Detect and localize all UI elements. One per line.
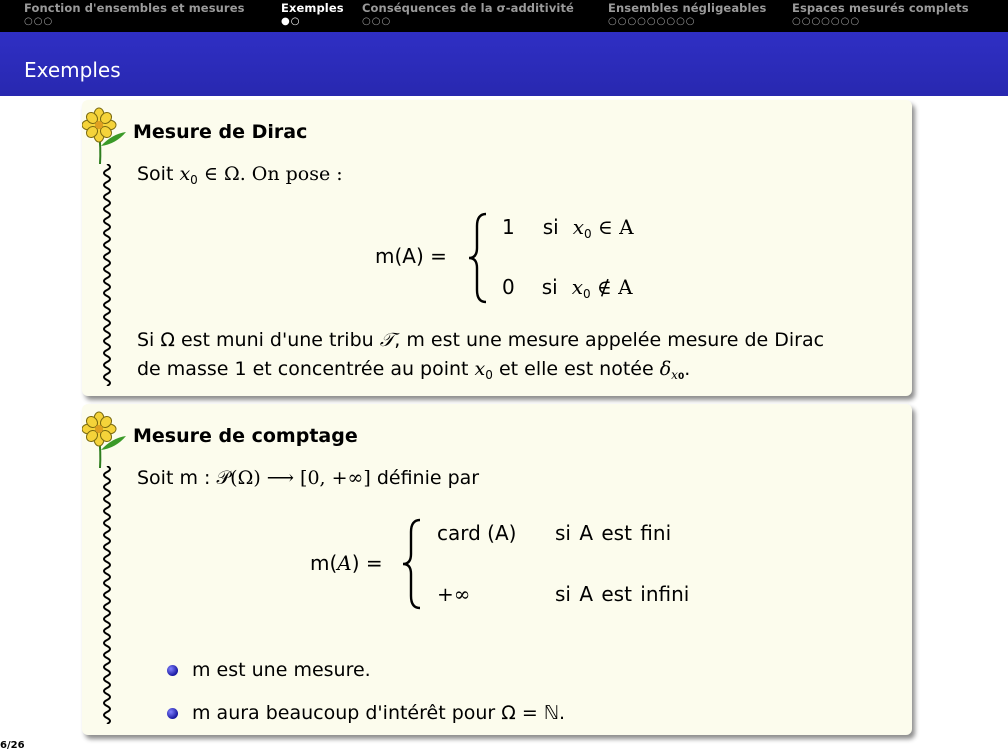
dirac-line1-a: Si Ω est muni d'une tribu bbox=[137, 329, 380, 351]
comptage-title: Mesure de comptage bbox=[133, 425, 358, 447]
dirac-line-1 bbox=[137, 326, 824, 355]
math-x: x bbox=[474, 358, 486, 380]
lhs-m: m( bbox=[310, 551, 338, 575]
comptage-intro-b: définie par bbox=[370, 467, 480, 489]
comptage-bullet-1: m est une mesure. bbox=[192, 659, 371, 681]
comptage-case-1-value: card (A) bbox=[437, 521, 517, 545]
dirac-title: Mesure de Dirac bbox=[133, 121, 308, 143]
dirac-intro bbox=[137, 160, 343, 195]
frame-title: Exemples bbox=[24, 58, 121, 82]
nav-section-dots[interactable]: ○○○ bbox=[24, 16, 54, 27]
vine-decoration bbox=[100, 466, 114, 724]
nav-section-exemples[interactable] bbox=[281, 2, 344, 28]
nav-section-label: Conséquences de la σ-additivité bbox=[362, 1, 574, 15]
comptage-lhs bbox=[310, 551, 383, 575]
nav-section-complets[interactable] bbox=[792, 2, 969, 28]
section-navigation bbox=[0, 0, 1008, 32]
nav-section-dots[interactable]: ○○○ bbox=[362, 16, 392, 27]
delta-subscript: x0 bbox=[671, 368, 685, 382]
math-subscript: 0 bbox=[485, 368, 493, 382]
case-condition: ∉ A bbox=[590, 275, 633, 299]
power-set-expression: 𝒫(Ω) ⟶ [0, +∞] bbox=[216, 467, 371, 489]
math-x: x bbox=[572, 215, 584, 239]
nav-section-label: Espaces mesurés complets bbox=[792, 1, 969, 15]
case-value: 0 bbox=[502, 275, 515, 299]
case-condition: ∈ A bbox=[591, 215, 634, 239]
comptage-bullet-2: m aura beaucoup d'intérêt pour Ω = ℕ. bbox=[192, 702, 566, 724]
nav-section-dots[interactable]: ○○○○○○○ bbox=[792, 16, 861, 27]
dirac-line2-b: et elle est notée bbox=[492, 358, 660, 380]
math-subscript: 0 bbox=[584, 227, 592, 241]
nav-section-label: Exemples bbox=[281, 1, 344, 15]
vine-decoration bbox=[100, 164, 114, 386]
bullet-icon bbox=[167, 665, 178, 676]
comptage-case-1-condition: si A est fini bbox=[555, 521, 672, 545]
math-subscript: 0 bbox=[190, 173, 198, 187]
dirac-intro-b: ∈ Ω. On pose : bbox=[197, 163, 343, 185]
case-si: si bbox=[542, 215, 559, 239]
nav-section-dots[interactable]: ●○ bbox=[281, 16, 301, 27]
math-x: x bbox=[179, 163, 191, 185]
left-brace bbox=[466, 212, 492, 304]
case-si: si bbox=[541, 275, 558, 299]
math-subscript: 0 bbox=[583, 287, 591, 301]
math-x: x bbox=[571, 275, 583, 299]
dirac-line1-b: , m est une mesure appelée mesure de Dirac bbox=[394, 329, 825, 351]
dirac-line2-a: de masse 1 et concentrée au point bbox=[137, 358, 475, 380]
dirac-case-2 bbox=[502, 275, 633, 301]
delta-symbol: δ bbox=[659, 358, 672, 380]
lhs-end: ) = bbox=[351, 551, 383, 575]
comptage-intro bbox=[137, 464, 479, 493]
page-number: 6/26 bbox=[0, 740, 25, 751]
nav-section-label: Ensembles négligeables bbox=[608, 1, 767, 15]
frame-title-bar bbox=[0, 32, 1008, 96]
nav-section-negligeables[interactable] bbox=[608, 2, 766, 28]
tribu-symbol: 𝒯 bbox=[379, 329, 395, 351]
comptage-case-2-value: +∞ bbox=[437, 582, 471, 606]
dirac-case-1 bbox=[502, 215, 634, 241]
nav-section-label: Fonction d'ensembles et mesures bbox=[24, 1, 245, 15]
nav-section-fonction[interactable] bbox=[24, 2, 245, 28]
dirac-end: . bbox=[684, 358, 691, 380]
comptage-case-2-condition: si A est infini bbox=[555, 582, 690, 606]
comptage-intro-a: Soit m : bbox=[137, 467, 217, 489]
nav-section-dots[interactable]: ○○○○○○○○○ bbox=[608, 16, 696, 27]
case-value: 1 bbox=[502, 215, 515, 239]
lhs-A: A bbox=[337, 551, 352, 575]
bullet-icon bbox=[167, 708, 178, 719]
dirac-intro-a: Soit bbox=[137, 163, 180, 185]
nav-section-consequences[interactable] bbox=[362, 2, 574, 28]
dirac-line-2 bbox=[137, 355, 690, 392]
left-brace bbox=[400, 518, 426, 610]
dirac-lhs: m(A) = bbox=[375, 244, 447, 268]
flower-icon bbox=[82, 410, 134, 470]
comptage-block bbox=[82, 404, 912, 735]
flower-icon bbox=[82, 106, 134, 166]
